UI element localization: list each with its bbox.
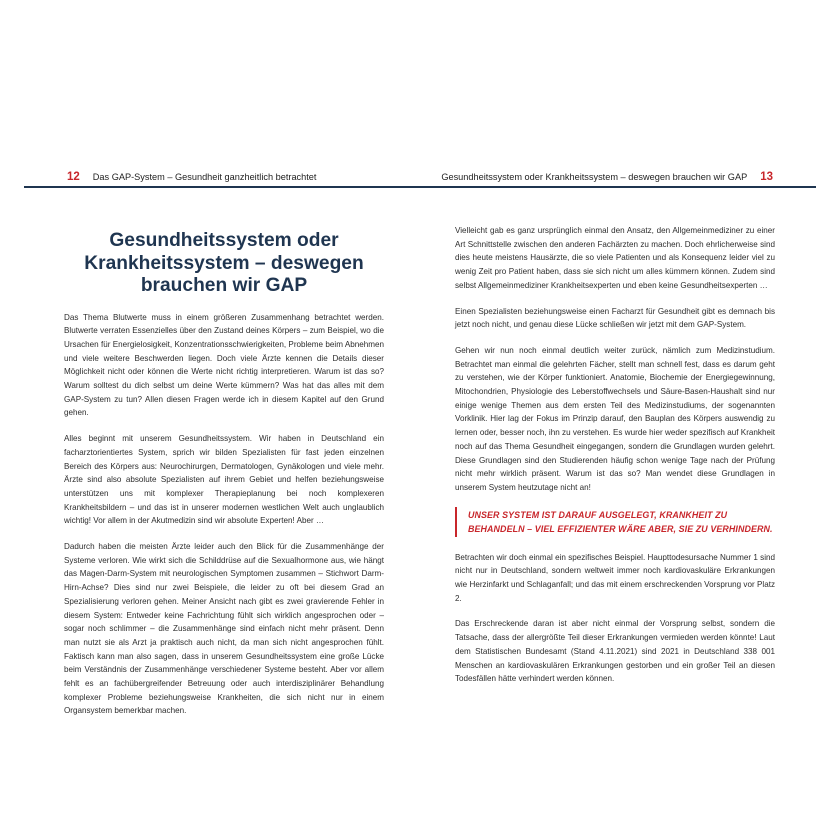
body-paragraph: Gehen wir nun noch einmal deutlich weiter zurück, nämlich zum Medizinstudium. Betrachtet man einmal die gelehrten Fächer, stellt man schnell fest, dass es darum geht zu verstehen, wie der Körper funktioniert. Anatomie, Biochemie der Energiegewinnung, Mitochondrien, Physiologie des Leberstoffwechsels und Säure-Basen-Haushalt sind nur einige wenige Themen aus dem ersten Teil des Medizinstudiums, der sogenannten Vorklinik. Hier lag der Fokus im Prinzip darauf, den Bauplan des Körpers auswendig zu lernen oder, besser noch, ihn zu verstehen. Es wurde hier weder spezifisch auf Krankheit noch auf das Thema Gesundheit eingegangen, sondern die Grundlagen wurden gelehrt. Diese Grundlagen sind den Studierenden häufig schon wenige Tage nach der Prüfung nicht mehr wirklich präsent. Warum ist das so? Man wendet diese Grundlagen in unserem System heutzutage nicht an! bbox=[455, 345, 775, 492]
body-paragraph: Betrachten wir doch einmal ein spezifisches Beispiel. Haupttodesursache Nummer 1 sind nicht nur in Deutschland, sondern weltweit immer noch kardiovaskuläre Erkrankungen wie Herzinfarkt und Schlaganfall; und das mit einem erschreckenden Vorsprung vor Platz 2. bbox=[455, 552, 775, 603]
chapter-title-line: Gesundheitssystem oder bbox=[109, 230, 339, 251]
pull-quote-callout: UNSER SYSTEM IST DARAUF AUSGELEGT, KRANKHEIT ZU BEHANDELN – VIEL EFFIZIENTER WÄRE ABER, SIE ZU VERHINDERN. bbox=[455, 507, 775, 537]
chapter-title bbox=[64, 230, 384, 298]
body-paragraph: Das Erschreckende daran ist aber nicht einmal der Vorsprung selbst, sondern die Tatsache, dass der allergrößte Teil dieser Erkrankungen vermieden werden könnte! Laut dem Statistischen Bundesamt (Stand 4.11.2021) sind 2021 in Deutschland 338 001 Menschen an kardiovaskulären Erkrankungen gestorben und ein großer Teil an diesen Todesfällen hätte verhindert werden können. bbox=[455, 619, 775, 684]
body-paragraph: Alles beginnt mit unserem Gesundheitssystem. Wir haben in Deutschland ein facharztorientiertes System, sprich wir bilden Spezialisten für fast jeden einzelnen Bereich des Körpers aus: Neurochirurgen, Dermatologen, Gynäkologen und viele mehr. Ärzte sind also absolute Spezialisten auf ihrem Gebiet und helfen beziehungsweise unterstützen uns mit komplexer Therapieplanung bei noch komplexeren Krankheitsbildern – und das ist in unserer modernen westlichen Welt auch unglaublich wichtig! Vor allem in der Akutmedizin sind wir absolute Experten! Aber … bbox=[64, 434, 384, 526]
chapter-title-line: Krankheitssystem – deswegen bbox=[84, 252, 364, 274]
right-running-title: Gesundheitssystem oder Krankheitssystem – deswegen brauchen wir GAP bbox=[441, 172, 748, 182]
right-page-body bbox=[455, 224, 775, 686]
left-page-body bbox=[64, 224, 384, 718]
left-running-title: Das GAP-System – Gesundheit ganzheitlich betrachtet bbox=[92, 172, 317, 182]
chapter-title-line: brauchen wir GAP bbox=[140, 275, 308, 296]
left-page-header bbox=[67, 171, 316, 183]
right-page-number: 13 bbox=[760, 171, 773, 183]
body-paragraph: Einen Spezialisten beziehungsweise einen Facharzt für Gesundheit gibt es demnach bis jetzt noch nicht, und genau diese Lücke schließen wir jetzt mit dem GAP-System. bbox=[455, 306, 775, 330]
left-page-number: 12 bbox=[67, 171, 80, 183]
body-paragraph: Das Thema Blutwerte muss in einem größeren Zusammenhang betrachtet werden. Blutwerte verraten Essenzielles über den Zustand deines Körpers – zum Beispiel, wo die Ursachen für Energielosigkeit, Konzentrationsschwierigkeiten, Probleme beim Abnehmen und viele weitere Beschwerden liegen. Doch viele Ärzte kennen die Details dieser Möglichkeit nicht oder können die Werte nicht richtig interpretieren. Warum ist das so? Warum solltest du dich selbst um deine Werte kümmern? Was hat das alles mit dem GAP-System zu tun? Allen diesen Fragen werde ich in diesem Kapitel auf den Grund gehen. bbox=[64, 312, 384, 418]
body-paragraph: Dadurch haben die meisten Ärzte leider auch den Blick für die Zusammenhänge der Systeme verloren. Wie wirkt sich die Schilddrüse auf die Sexualhormone aus, wie hängt das Magen-Darm-System mit neurologischen Symptomen zusammen – Stichwort Darm-Hirn-Achse? Dies sind nur zwei Beispiele, die leider zu oft bei diesem Grad an Spezialisierung verloren gehen. Meiner Ansicht nach gibt es zwei gravierende Fehler in diesem System: Entweder keine Fachrichtung fühlt sich wirklich angesprochen oder – sogar noch schlimmer – die Zusammenhänge sind einfach nicht mehr präsent. Denn man nutzt sie als Arzt ja praktisch auch nicht, da man sich nicht angesprochen fühlt. Faktisch kann man also sagen, dass in unserem Gesundheitssystem eine große Lücke beim Verständnis der Zusammenhänge verschiedener Systeme besteht. Aber vor allem fehlt es an fachübergreifender Betreuung oder auch interdisziplinärer Behandlung komplexer Probleme beziehungsweise Krankheiten, die sich nicht nur in einem Organsystem bemerkbar machen. bbox=[64, 542, 384, 716]
right-page-header bbox=[441, 171, 773, 183]
body-paragraph: Vielleicht gab es ganz ursprünglich einmal den Ansatz, den Allgemeinmediziner zu einer Art Schnittstelle zwischen den anderen Fachärzten zu machen. Doch ehrlicherweise sind dies heute meistens Hausärzte, die so viele Patienten und als Konsequenz leider viel zu wenig Zeit pro Patient haben, dass sie sich nicht um alles kümmern können. Zudem sind selbst Allgemeinmediziner Krankheitsexperten und eben keine Gesundheitsexperten … bbox=[455, 226, 775, 290]
header-rule bbox=[24, 186, 816, 188]
